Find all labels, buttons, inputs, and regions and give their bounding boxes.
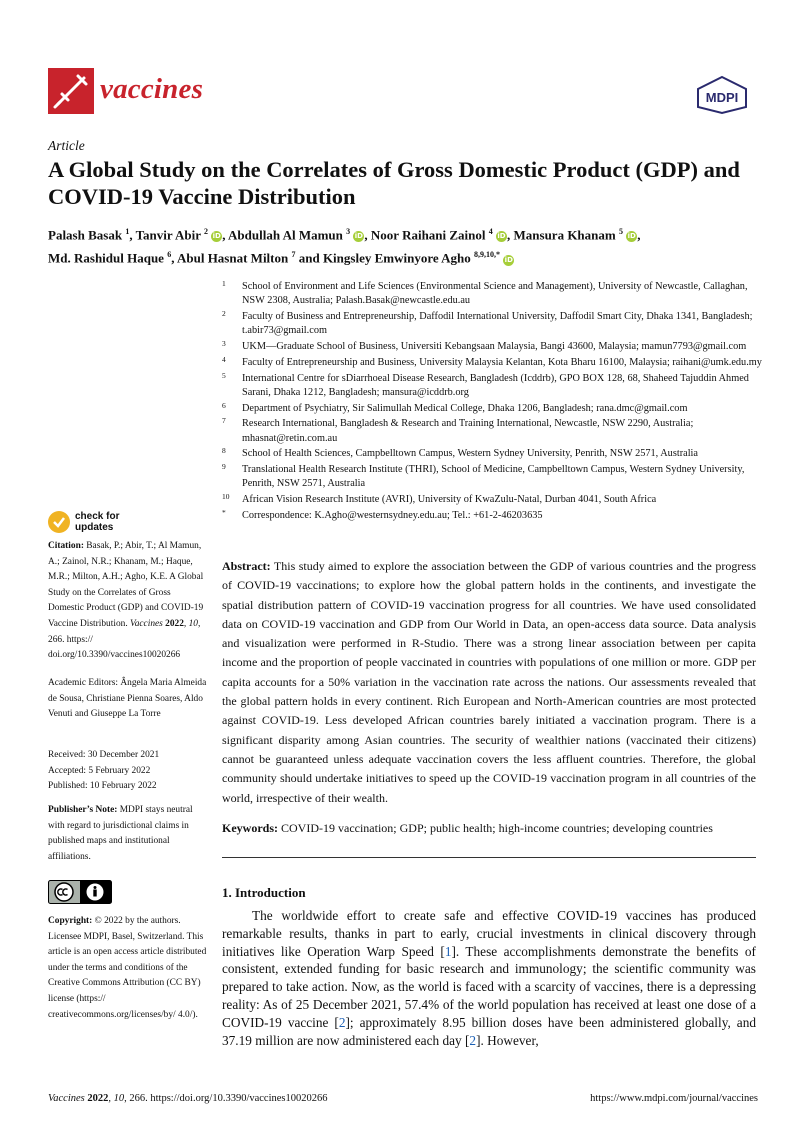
affiliation-item xyxy=(222,417,762,445)
author-name: Md. Rashidul Haque xyxy=(48,250,168,266)
author-name: , Mansura Khanam xyxy=(507,227,619,243)
reference-link[interactable]: 2 xyxy=(338,1014,346,1030)
author-name: , Abdullah Al Mamun xyxy=(222,227,347,243)
footer-citation xyxy=(48,1093,328,1104)
cc-by-license-icon[interactable] xyxy=(48,880,112,904)
citation-block xyxy=(48,539,208,664)
affiliation-text: International Centre for sDiarrhoeal Disease Research, Bangladesh (Icddrb), GPO BOX 128, 68, Shaheed Tajuddin Ahmed Sarani, Dhaka 1212, Bangladesh; mansura@icddrb.org xyxy=(242,372,749,398)
journal-name: vaccines xyxy=(100,73,204,105)
reference-link[interactable]: 1 xyxy=(444,943,452,959)
affiliation-text: African Vision Research Institute (AVRI), University of KwaZulu-Natal, Durban 4041, South Africa xyxy=(242,494,657,506)
footer-journal-url[interactable]: https://www.mdpi.com/journal/vaccines xyxy=(590,1093,758,1104)
author-affil-ref: 8,9,10,* xyxy=(474,250,501,260)
citation-year: 2022 xyxy=(162,618,184,629)
affiliation-item xyxy=(222,356,762,370)
orcid-icon[interactable]: iD xyxy=(627,232,636,241)
author-name: , Tanvir Abir xyxy=(129,227,204,243)
affiliation-text: UKM—Graduate School of Business, Universiti Kebangsaan Malaysia, Bangi 43600, Malaysia; mamun7793@gmail.com xyxy=(242,341,747,352)
received-date: Received: 30 December 2021 xyxy=(48,750,160,760)
mdpi-logo[interactable] xyxy=(694,75,750,115)
copyright-block xyxy=(48,914,208,1023)
affiliation-item xyxy=(222,280,762,308)
orcid-icon[interactable]: iD xyxy=(497,232,506,241)
abstract-section xyxy=(222,557,756,808)
orcid-icon[interactable]: iD xyxy=(354,232,363,241)
affiliation-number: 6 xyxy=(222,400,226,410)
syringe-icon xyxy=(48,68,94,114)
author-name: , Abul Hasnat Milton xyxy=(171,250,292,266)
check-updates-line1: check for xyxy=(75,511,120,522)
citation-label: Citation: xyxy=(48,541,84,551)
affiliation-text: School of Environment and Life Sciences (Environmental Science and Management), University of Newcastle, Callaghan, NSW 2308, Australia; Palash.Basak@newcastle.edu.au xyxy=(242,281,748,307)
affiliation-item xyxy=(222,310,762,338)
abstract-label: Abstract: xyxy=(222,559,271,573)
citation-doi[interactable]: , 266. https:// doi.org/10.3390/vaccines10020266 xyxy=(48,618,201,661)
citation-text: Basak, P.; Abir, T.; Al Mamun, A.; Zainol, N.R.; Khanam, M.; Haque, M.R.; Milton, A.H.; Agho, K.E. A Global Study on the Correlates of Gross Domestic Product (GDP) and COVID-19 Vaccine Distribution. xyxy=(48,541,204,629)
checkmark-icon xyxy=(48,511,70,533)
author-affil-ref: 6 xyxy=(167,250,172,260)
copyright-label: Copyright: xyxy=(48,916,93,926)
correspondence-item xyxy=(222,509,762,523)
check-for-updates-button[interactable] xyxy=(48,510,168,536)
accepted-date: Accepted: 5 February 2022 xyxy=(48,765,151,776)
publication-dates xyxy=(48,748,208,795)
orcid-icon[interactable]: iD xyxy=(212,232,221,241)
affiliation-text: Faculty of Business and Entrepreneurship, Daffodil International University, Daffodil Smart City, Dhaka 1341, Bangladesh; t.abir73@gmail.com xyxy=(242,311,753,337)
section-divider xyxy=(222,857,756,858)
affiliation-text: Research International, Bangladesh & Research and Training International, Newcastle, NSW 2290, Australia; mhasnat@retin.com.au xyxy=(242,418,694,444)
affiliation-number: 3 xyxy=(222,339,226,348)
reference-link[interactable]: 2 xyxy=(469,1032,477,1048)
intro-text-part: ]. These accomplishments demonstrate the benefits of consistent, extended funding for basic research and immunology; the scientific community was prepared to take action. Now, as the world is faced with a scarcity of vaccines, there is a depressing reality: As of 25 December 2021, 57.4% of the world population has received at least one dose of a COVID-19 vaccine [ xyxy=(222,943,756,1030)
section-heading: 1. Introduction xyxy=(222,885,306,900)
affiliation-item xyxy=(222,447,762,461)
author-list xyxy=(48,222,758,269)
author-name: and Kingsley Emwinyore Agho xyxy=(295,250,475,266)
author-separator: , xyxy=(637,227,641,243)
orcid-icon[interactable]: iD xyxy=(504,255,513,264)
abstract-text: This study aimed to explore the association between the GDP of various countries and the progress of COVID-19 vaccinations; to explore how the global pattern holds in the continents, and investigate the spatial distribution pattern of COVID-19 vaccination progress for all countries. We have used consolidated data on COVID-19 vaccination and GDP from Our World in Data, an open-access data source. Data analysis and visualization were performed in R-Studio. There was a strong linear association between per capita income and the proportion of people vaccinated in countries with populations of one million or more. GDP per capita accounts for a 50% variation in the vaccination rate across the nations. Our assessments revealed that the global pattern holds in every continent. Rich European and North-American countries are most protected against COVID-19. Less developed African countries barely initiated a vaccination program. There is a significant disparity among Asian countries. The security of wealthier nations (vaccinated their citizens) cannot be guaranteed unless adequate vaccination covers the less affluent countries. Therefore, the global community should undertake initiatives to speed up the COVID-19 vaccination program in all countries of the world, irrespective of their wealth. xyxy=(222,559,756,805)
affiliation-number: 8 xyxy=(222,446,226,456)
footer-journal: Vaccines xyxy=(48,1093,85,1104)
academic-editors: Academic Editors: Ângela Maria Almeida de Sousa, Christiane Pienna Soares, Aldo Venuti and Giuseppe La Torre xyxy=(48,678,207,720)
publisher-note xyxy=(48,803,208,865)
intro-text-part: ]; approximately 8.95 billion doses have been administered globally, and 37.19 million are now administered each day [ xyxy=(222,1014,756,1048)
footer-doi[interactable]: , 266. https://doi.org/10.3390/vaccines10020266 xyxy=(124,1093,328,1104)
author-affil-ref: 2 xyxy=(203,227,208,236)
publisher-note-label: Publisher’s Note: xyxy=(48,805,118,815)
citation-volume: , 10 xyxy=(183,618,198,629)
intro-text-part: The worldwide effort to create safe and effective COVID-19 vaccines has produced remarkable results, thanks in part to early, crucial investments in clinical discovery through initiatives like Operation Warp Speed [ xyxy=(222,908,756,959)
affiliation-item xyxy=(222,402,762,416)
affiliation-number: 1 xyxy=(222,279,226,288)
affiliation-text: Translational Health Research Institute (THRI), School of Medicine, Campbelltown Campus, Western Sydney University, Penrith, NSW 2571, Australia xyxy=(242,464,745,490)
author-affil-ref: 5 xyxy=(618,227,623,236)
affiliation-text: Department of Psychiatry, Sir Salimullah Medical College, Dhaka 1206, Bangladesh; rana.dmc@gmail.com xyxy=(242,402,688,414)
check-updates-line2: updates xyxy=(75,522,114,533)
keywords-text: COVID-19 vaccination; GDP; public health; high-income countries; developing countries xyxy=(278,821,713,835)
article-type: Article xyxy=(48,138,85,153)
intro-paragraph xyxy=(222,907,756,1049)
affiliation-text: Faculty of Entrepreneurship and Business, University Malaysia Kelantan, Kota Bharu 16100, Malaysia; raihani@umk.edu.my xyxy=(242,356,762,368)
affiliation-number: 10 xyxy=(222,492,230,502)
affiliation-list xyxy=(222,280,762,525)
citation-journal: Vaccines xyxy=(130,618,163,629)
keywords-label: Keywords: xyxy=(222,821,278,835)
affiliation-text: School of Health Sciences, Campbelltown Campus, Western Sydney University, Penrith, NSW 2571, Australia xyxy=(242,448,698,460)
publisher-note-text: MDPI stays neutral with regard to jurisdictional claims in published maps and institutional affiliations. xyxy=(48,805,193,862)
affiliation-item xyxy=(222,463,762,491)
keywords-section xyxy=(222,819,756,838)
author-affil-ref: 1 xyxy=(125,227,130,236)
copyright-text: © 2022 by the authors. Licensee MDPI, Basel, Switzerland. This article is an open access article distributed under the terms and conditions of the Creative Commons Attribution (CC BY) license (https:// creativecommons.org/licenses/by/ 4.0/). xyxy=(48,916,207,1020)
footer-volume: , 10 xyxy=(108,1093,125,1104)
article-title: A Global Study on the Correlates of Gross Domestic Product (GDP) and COVID-19 Vaccine Distribution xyxy=(48,157,740,209)
affiliation-item xyxy=(222,372,762,400)
affiliation-item xyxy=(222,340,762,354)
affiliation-number: 2 xyxy=(222,309,226,318)
affiliation-number: 7 xyxy=(222,416,226,426)
published-date: Published: 10 February 2022 xyxy=(48,781,157,792)
affiliation-number: 5 xyxy=(222,370,226,380)
affiliation-number: 4 xyxy=(222,354,226,364)
journal-logo xyxy=(48,68,94,114)
affiliation-number: 9 xyxy=(222,462,226,472)
author-name: , Noor Raihani Zainol xyxy=(364,227,489,243)
footer-year: 2022 xyxy=(84,1093,109,1104)
author-name: Palash Basak xyxy=(48,227,126,243)
author-affil-ref: 4 xyxy=(488,227,493,236)
affiliation-item xyxy=(222,493,762,507)
author-affil-ref: 7 xyxy=(291,250,296,260)
affiliation-number: * xyxy=(222,507,226,517)
correspondence-text: Correspondence: K.Agho@westernsydney.edu.au; Tel.: +61-2-46203635 xyxy=(242,509,543,521)
intro-text-part: ]. However, xyxy=(476,1032,539,1048)
author-affil-ref: 3 xyxy=(346,227,351,236)
mdpi-logo-text: MDPI xyxy=(705,90,739,105)
